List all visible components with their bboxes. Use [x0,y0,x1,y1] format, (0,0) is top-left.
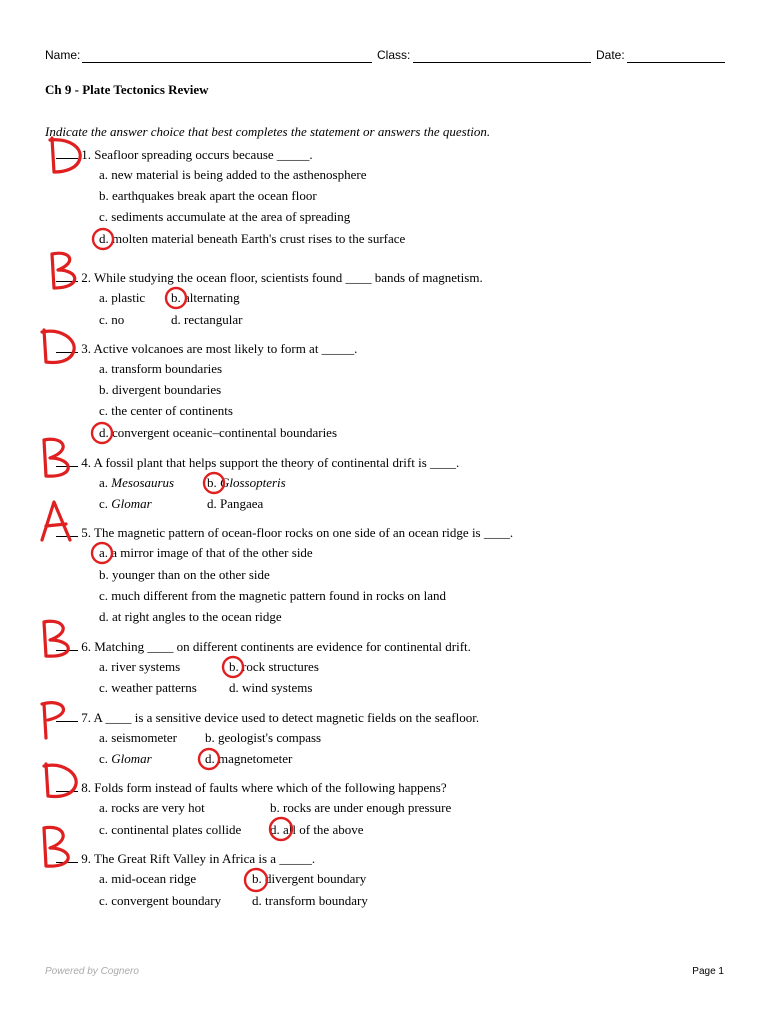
instructions: Indicate the answer choice that best completes the statement or answers the question. [45,124,491,139]
choice-3c: c. the center of continents [99,403,233,418]
question-stem: 5. The magnetic pattern of ocean-floor rocks on one side of an ocean ridge is ____. [81,525,514,540]
answer-blank[interactable] [56,650,78,651]
choice-6b: b. rock structures [229,659,319,674]
page-number: Page 1 [692,966,724,977]
question-stem: 9. The Great Rift Valley in Africa is a _____. [81,851,316,866]
choice-3b: b. divergent boundaries [99,382,222,397]
answer-blank[interactable] [56,281,78,282]
choice-9a: a. mid-ocean ridge [99,871,197,886]
answer-blank[interactable] [56,352,78,353]
answer-blank[interactable] [56,466,78,467]
answer-blank[interactable] [56,158,78,159]
choice-1a: a. new material is being added to the asthenosphere [99,167,367,182]
choice-5d: d. at right angles to the ocean ridge [99,609,282,624]
question-9 [56,851,315,867]
date-field[interactable] [627,62,725,63]
answer-blank[interactable] [56,721,78,722]
powered-by-label: Powered by Cognero [45,966,139,977]
choice-3a: a. transform boundaries [99,361,223,376]
question-3 [56,341,357,357]
choice-1d: d. molten material beneath Earth's crust rises to the surface [99,231,406,246]
choice-5a: a. a mirror image of that of the other side [99,545,313,560]
choice-1b: b. earthquakes break apart the ocean floor [99,188,317,203]
answer-blank[interactable] [56,862,78,863]
question-1 [56,147,313,163]
choice-2b: b. alternating [171,290,240,305]
choice-6d: d. wind systems [229,680,313,695]
choice-4b: b. Glossopteris [207,475,286,490]
choice-5c: c. much different from the magnetic pattern found in rocks on land [99,588,447,603]
choice-2c: c. no [99,312,125,327]
question-2 [56,270,483,286]
choice-2d: d. rectangular [171,312,243,327]
choice-8b: b. rocks are under enough pressure [270,800,452,815]
name-field[interactable] [82,62,372,63]
choice-4a: a. Mesosaurus [99,475,175,490]
choice-2a: a. plastic [99,290,146,305]
choice-8d: d. all of the above [270,822,364,837]
question-5 [56,525,513,541]
choice-7a: a. seismometer [99,730,177,745]
question-stem: 4. A fossil plant that helps support the theory of continental drift is ____. [81,455,460,470]
question-8 [56,780,447,796]
choice-term: Glomar [111,496,152,511]
page-title: Ch 9 - Plate Tectonics Review [45,82,209,97]
question-stem: 2. While studying the ocean floor, scientists found ____ bands of magnetism. [81,270,483,285]
choice-8a: a. rocks are very hot [99,800,205,815]
question-stem: 7. A ____ is a sensitive device used to detect magnetic fields on the seafloor. [81,710,480,725]
question-stem: 3. Active volcanoes are most likely to form at _____. [81,341,358,356]
choice-7b: b. geologist's compass [205,730,322,745]
choice-9b: b. divergent boundary [252,871,367,886]
choice-5b: b. younger than on the other side [99,567,270,582]
choice-3d: d. convergent oceanic–continental boundaries [99,425,338,440]
date-label: Date: [596,48,625,62]
name-label: Name: [45,48,81,62]
choice-6c: c. weather patterns [99,680,197,695]
choice-8c: c. continental plates collide [99,822,242,837]
class-field[interactable] [413,62,591,63]
choice-7d: d. magnetometer [205,751,293,766]
question-7 [56,710,479,726]
answer-blank[interactable] [56,791,78,792]
question-6 [56,639,471,655]
choice-term: Mesosaurus [111,475,175,490]
choice-term: Glossopteris [220,475,286,490]
choice-9d: d. transform boundary [252,893,368,908]
question-stem: 8. Folds form instead of faults where which of the following happens? [81,780,447,795]
choice-7c: c. Glomar [99,751,152,766]
question-stem: 1. Seafloor spreading occurs because _____. [81,147,313,162]
choice-term: Glomar [111,751,152,766]
choice-4d: d. Pangaea [207,496,264,511]
answer-blank[interactable] [56,536,78,537]
class-label: Class: [377,48,411,62]
choice-4c: c. Glomar [99,496,152,511]
question-stem: 6. Matching ____ on different continents are evidence for continental drift. [81,639,471,654]
choice-9c: c. convergent boundary [99,893,222,908]
choice-6a: a. river systems [99,659,181,674]
choice-1c: c. sediments accumulate at the area of spreading [99,209,351,224]
question-4 [56,455,459,471]
